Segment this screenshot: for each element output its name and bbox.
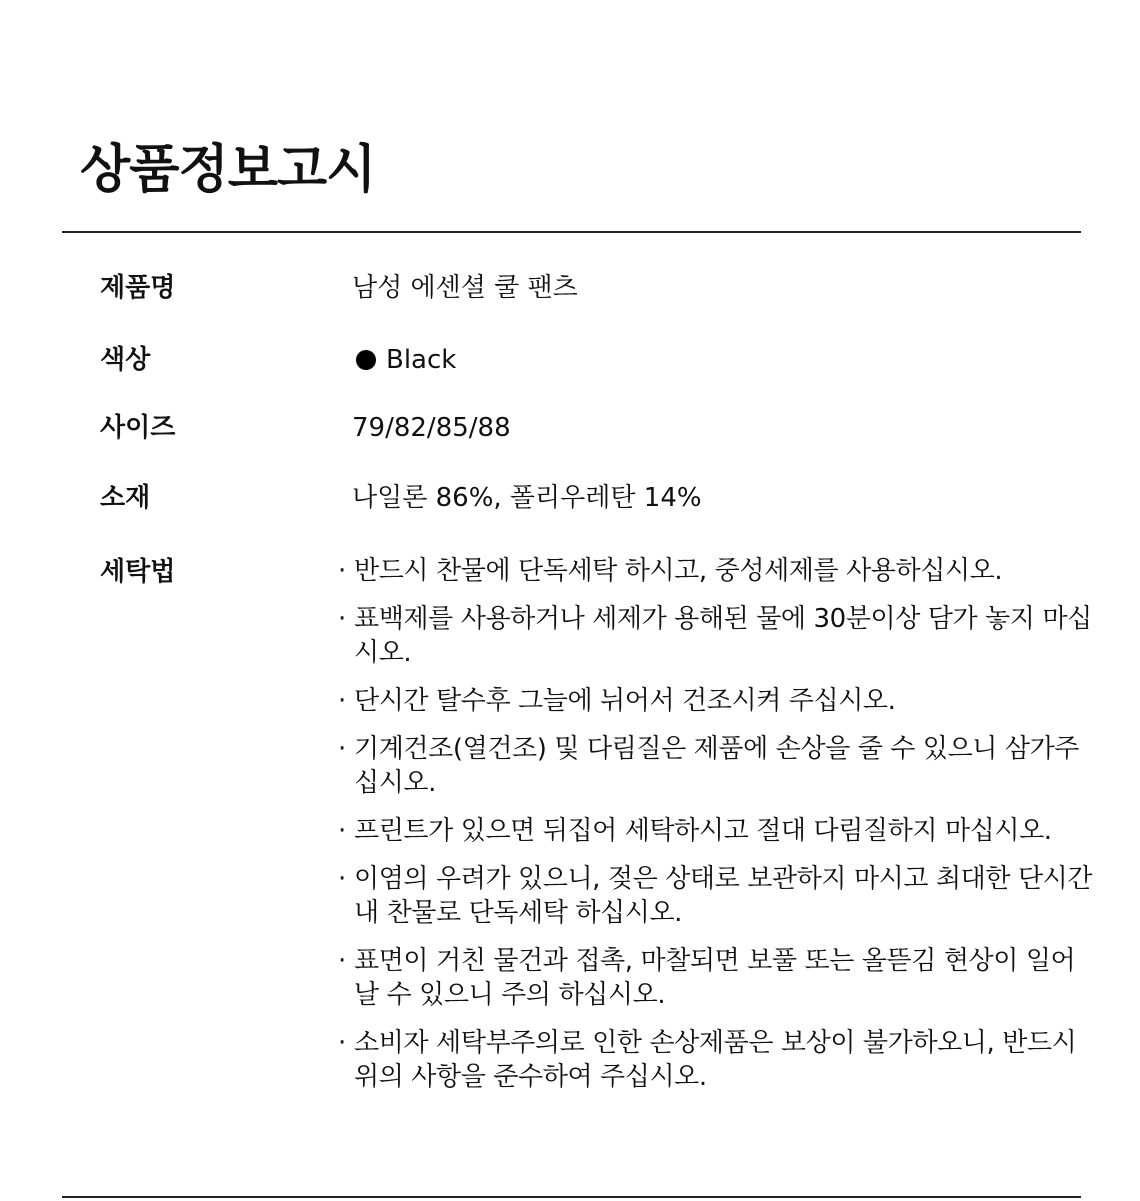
- care-item: · 소비자 세탁부주의로 인한 손상제품은 보상이 불가하오니, 반드시 위의 사항을 준수하여 주십시오.: [338, 1028, 1077, 1092]
- page-title: 상품정보고시: [80, 140, 376, 200]
- care-bullet: ·: [338, 556, 346, 586]
- care-bullet: ·: [338, 946, 346, 976]
- color-label: 색상: [100, 345, 151, 375]
- info-row-material: [100, 480, 1080, 516]
- info-row-color: [100, 342, 1080, 378]
- care-label: 세탁법: [100, 557, 176, 587]
- color-swatch-icon: [356, 350, 376, 370]
- care-item: · 반드시 찬물에 단독세탁 하시고, 중성세제를 사용하십시오.: [338, 556, 1003, 586]
- care-item: · 단시간 탈수후 그늘에 뉘어서 건조시켜 주십시오.: [338, 686, 896, 716]
- care-bullet: ·: [338, 604, 346, 634]
- care-bullet: ·: [338, 686, 346, 716]
- bottom-divider: [62, 1196, 1081, 1198]
- info-row-product-name: [100, 270, 1080, 306]
- care-item: · 표백제를 사용하거나 세제가 용해된 물에 30분이상 담가 놓지 마십시오.: [338, 604, 1092, 668]
- material-label: 소재: [100, 483, 151, 513]
- product-name-value: 남성 에센셜 쿨 팬츠: [352, 273, 578, 303]
- care-item: · 이염의 우려가 있으니, 젖은 상태로 보관하지 마시고 최대한 단시간내 찬물로 단독세탁 하십시오.: [338, 864, 1093, 928]
- care-bullet: ·: [338, 816, 346, 846]
- size-label: 사이즈: [100, 413, 176, 443]
- product-name-label: 제품명: [100, 273, 176, 303]
- care-item: · 기계건조(열건조) 및 다림질은 제품에 손상을 줄 수 있으니 삼가주십시오.: [338, 734, 1080, 798]
- color-value-wrap: [352, 342, 456, 378]
- material-value: 나일론 86%, 폴리우레탄 14%: [352, 483, 702, 513]
- care-item: · 프린트가 있으면 뒤집어 세탁하시고 절대 다림질하지 마십시오.: [338, 816, 1052, 846]
- care-instructions-list: [338, 554, 1094, 1108]
- color-value: Black: [386, 345, 457, 375]
- care-bullet: ·: [338, 864, 346, 894]
- care-bullet: ·: [338, 734, 346, 764]
- care-bullet: ·: [338, 1028, 346, 1058]
- care-item: · 표면이 거친 물건과 접촉, 마찰되면 보풀 또는 올뜯김 현상이 일어날 수 있으니 주의 하십시오.: [338, 946, 1076, 1010]
- info-row-size: [100, 410, 1080, 446]
- top-divider: [62, 231, 1081, 233]
- info-row-care: [100, 554, 1093, 1108]
- size-value: 79/82/85/88: [352, 413, 511, 443]
